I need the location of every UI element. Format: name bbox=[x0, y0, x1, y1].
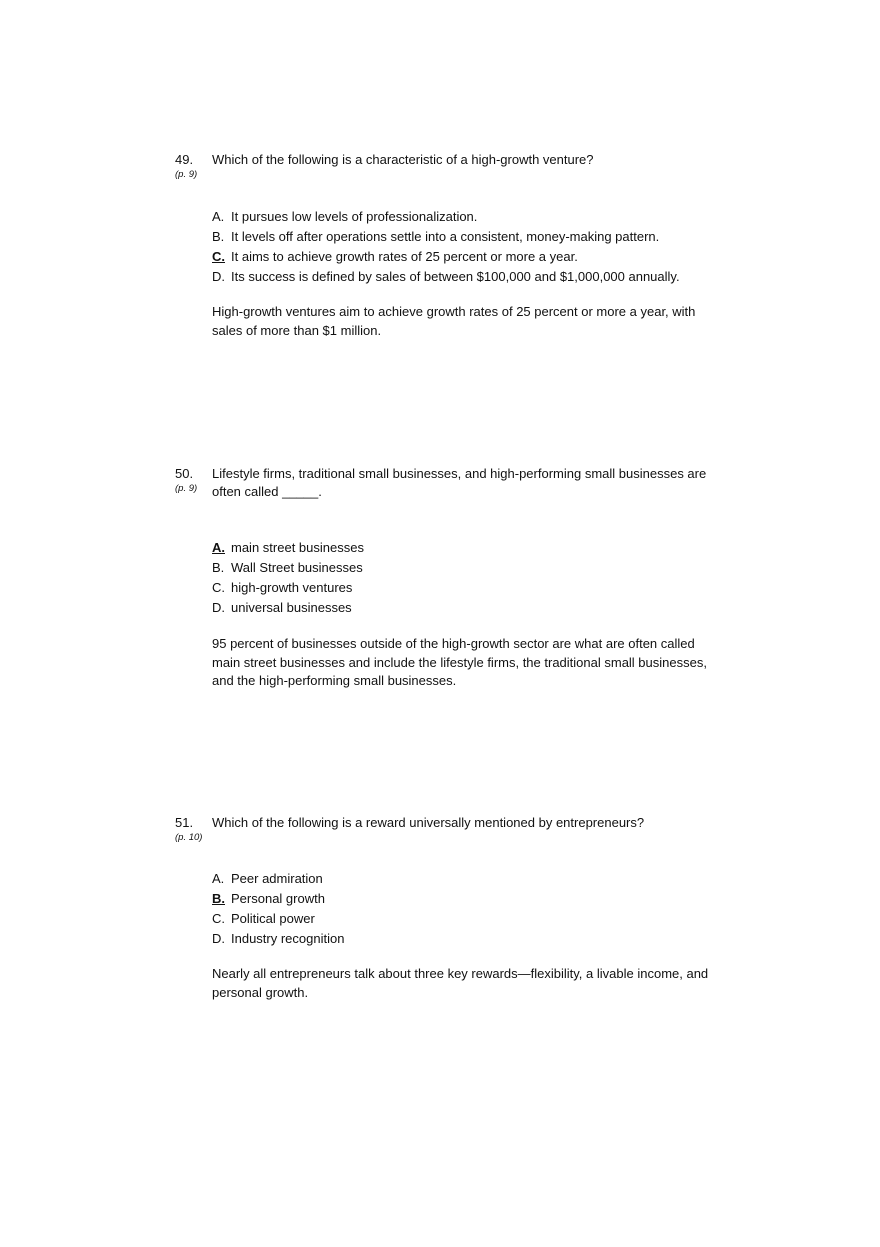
page-reference: (p. 9) bbox=[175, 483, 198, 494]
answer-options bbox=[212, 538, 364, 618]
option-a bbox=[212, 869, 344, 889]
question-number: 51. bbox=[175, 815, 194, 830]
option-d bbox=[212, 929, 344, 949]
option-letter: B. bbox=[212, 229, 225, 244]
option-text: Wall Street businesses bbox=[231, 560, 363, 575]
page-reference: (p. 10) bbox=[175, 832, 203, 843]
option-letter: D. bbox=[212, 931, 225, 946]
option-a-correct bbox=[212, 538, 364, 558]
option-text: It levels off after operations settle into a consistent, money-making pattern. bbox=[231, 229, 660, 244]
question-text: Which of the following is a reward universally mentioned by entrepreneurs? bbox=[212, 815, 645, 830]
option-text: high-growth ventures bbox=[231, 580, 353, 595]
option-letter: C. bbox=[212, 911, 225, 926]
answer-options bbox=[212, 207, 680, 287]
option-letter: D. bbox=[212, 269, 225, 284]
correct-option-letter: C. bbox=[212, 249, 225, 264]
question-text: Which of the following is a characteristic of a high-growth venture? bbox=[212, 152, 594, 167]
option-letter: C. bbox=[212, 580, 225, 595]
option-b bbox=[212, 558, 364, 578]
question-number: 49. bbox=[175, 152, 194, 167]
option-b-correct bbox=[212, 889, 344, 909]
option-text: Political power bbox=[231, 911, 315, 926]
option-c-correct bbox=[212, 247, 680, 267]
option-a bbox=[212, 207, 680, 227]
option-text: Industry recognition bbox=[231, 931, 345, 946]
option-text: Its success is defined by sales of between $100,000 and $1,000,000 annually. bbox=[231, 269, 680, 284]
answer-options bbox=[212, 869, 344, 949]
option-text: Personal growth bbox=[231, 891, 325, 906]
answer-explanation: High-growth ventures aim to achieve growth rates of 25 percent or more a year, with sales of more than $1 million. bbox=[212, 304, 696, 338]
option-d bbox=[212, 598, 364, 618]
correct-option-letter: A. bbox=[212, 540, 225, 555]
option-text: Peer admiration bbox=[231, 871, 323, 886]
option-c bbox=[212, 578, 364, 598]
option-letter: D. bbox=[212, 600, 225, 615]
option-b bbox=[212, 227, 680, 247]
option-text: It aims to achieve growth rates of 25 percent or more a year. bbox=[231, 249, 578, 264]
answer-explanation: Nearly all entrepreneurs talk about three key rewards—flexibility, a livable income, and personal growth. bbox=[212, 966, 709, 1000]
option-letter: B. bbox=[212, 560, 225, 575]
option-text: universal businesses bbox=[231, 600, 352, 615]
option-letter: A. bbox=[212, 209, 225, 224]
question-number: 50. bbox=[175, 466, 194, 481]
page-reference: (p. 9) bbox=[175, 169, 198, 180]
option-text: It pursues low levels of professionalization. bbox=[231, 209, 478, 224]
option-text: main street businesses bbox=[231, 540, 364, 555]
question-text: Lifestyle firms, traditional small businesses, and high-performing small businesses are often called _____. bbox=[212, 466, 707, 499]
option-letter: A. bbox=[212, 871, 225, 886]
correct-option-letter: B. bbox=[212, 891, 225, 906]
option-c bbox=[212, 909, 344, 929]
answer-explanation: 95 percent of businesses outside of the high-growth sector are what are often called main street businesses and include the lifestyle firms, the traditional small businesses, and the high-performing small businesses. bbox=[212, 636, 707, 688]
option-d bbox=[212, 267, 680, 287]
